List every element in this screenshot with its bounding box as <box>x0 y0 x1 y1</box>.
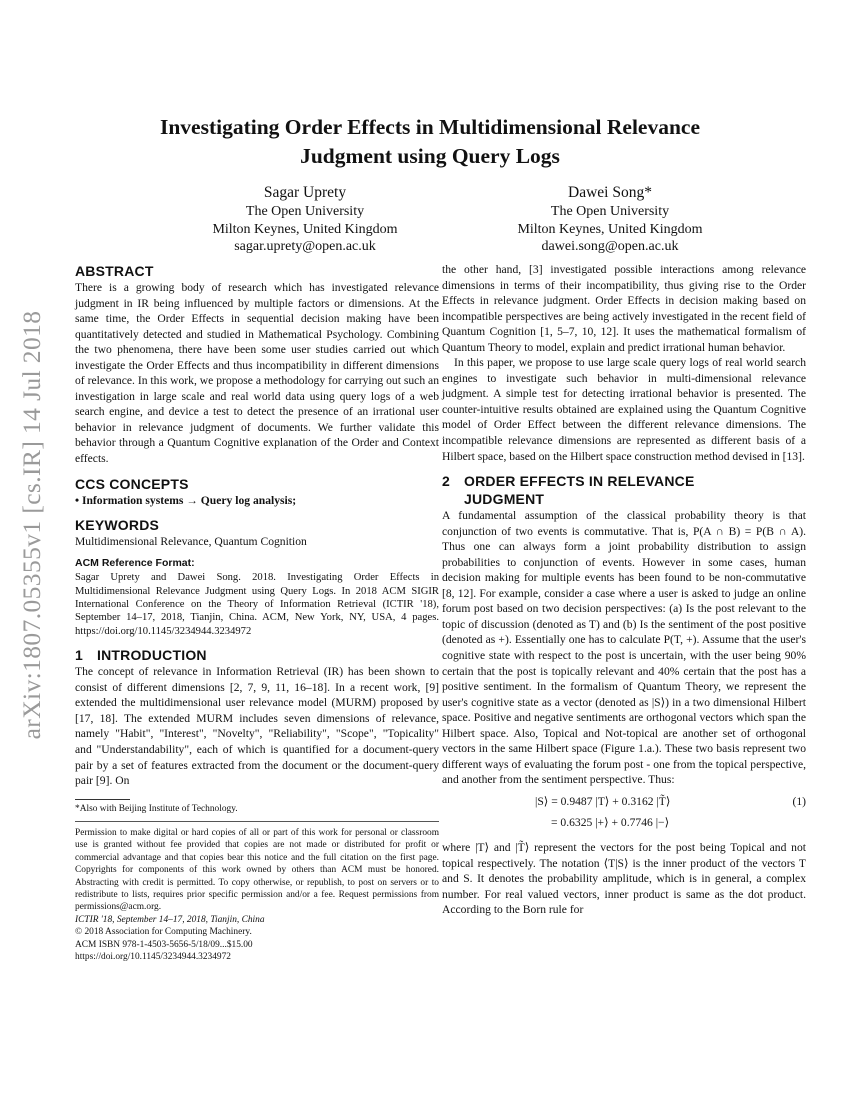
author-location: Milton Keynes, United Kingdom <box>517 221 703 237</box>
copyright-line: © 2018 Association for Computing Machinery. <box>75 927 252 938</box>
acm-ref-text: Sagar Uprety and Dawei Song. 2018. Investigating Order Effects in Multidimensional Relevance Judgment using Query Logs. In 2018 ACM SIGIR International Conference on the Theory of Information Retrieval (ICTIR '18), September 14–17, 2018, Tianjin, China. ACM, New York, NY, USA, 4 pages. https://doi.org/10.1145/3234944.3234972 <box>75 572 439 637</box>
section-number: 1 <box>75 647 83 664</box>
ccs-text: • Information systems → Query log analysis; <box>75 493 297 507</box>
author-name: Sagar Uprety <box>263 184 347 201</box>
equation-number: (1) <box>792 794 806 808</box>
ccs-heading: CCS CONCEPTS <box>75 475 189 492</box>
author-email: dawei.song@open.ac.uk <box>541 239 679 254</box>
section-2-heading-line-1: ORDER EFFECTS IN RELEVANCE <box>464 473 695 490</box>
section-2-paragraph-2: where |T⟩ and |T̃⟩ represent the vectors for the post being Topical and not topical respectively. The notation ⟨T|S⟩ is the inner product of the vectors T and S. It denotes the probability amplitude, which is in general, a complex number. For real valued vectors, inner product is same as the dot product. According to the Born rule for <box>442 840 806 917</box>
intro-text: The concept of relevance in Information Retrieval (IR) has been shown to consist of different dimensions [2, 7, 9, 11, 16–18]. In a recent work, [9] extended the multidimensional user relevance model (MURM) proposed by [17, 18]. The extended MURM includes seven dimensions of relevance, namely "Habit", "Interest", "Novelty", "Reliability", "Scope", "Topicality" and "Understandability", each of which is quantified for a document-query pair by a set of features extracted from the document or the document-query pair [9]. On <box>75 665 439 788</box>
keywords-heading: KEYWORDS <box>75 517 160 534</box>
intro-heading <box>75 646 439 664</box>
title-line-2: Judgment using Query Logs <box>300 144 560 168</box>
section-2-heading-line-2: JUDGMENT <box>464 491 545 508</box>
section-2-paragraph-1: A fundamental assumption of the classical probability theory is that conjunction of two events is commutative. That is, P(A ∩ B) = P(B ∩ A). Thus one can always form a joint probability distribution to assign probabilities to conjunction of events. However in some cases, human decision making for multiple events has been found to be non-commutative [8, 12]. For example, consider a case where a user is asked to judge an online forum post based on two decision perspectives: (a) Is the post relevant to the topic of discussion (denoted as T) and (b) Is the sentiment of the post positive (denoted as +). Essentially one has to calculate P(T, +). Assume that the user's cognitive state with respect to the post is uncertain, with the user being 90% certain that the post is topically relevant and 40% certain that the post has a positive sentiment. In the formalism of Quantum Theory, we represent the user's cognitive state as a vector (denoted as |S⟩) in a two dimensional Hilbert space. Positive and negative sentiments are orthogonal vectors which span the Hilbert space. Also, Topical and Not-topical are another set of orthogonal vectors in the same Hilbert space (Figure 1.a.). These two basis represent two different ways of evaluating the forum post - one from the topical perspective, and another from the sentiment perspective. Thus: <box>442 509 806 787</box>
intro-continued-text: the other hand, [3] investigated possible interactions among relevance dimensions in terms of their incompatibility, thus giving rise to the Order Effects in relevance judgment. Order Effects in decision making based on incompatible perspectives are being actively investigated in the recent field of Quantum Cognition [1, 5–7, 10, 12]. It uses the mathematical formalism of Quantum Theory to model, explain and predict irrational human behavior. <box>442 263 806 354</box>
section-number: 2 <box>442 473 450 490</box>
equation-line-1: |S⟩ = 0.9487 |T⟩ + 0.3162 |T̃⟩ <box>535 794 671 808</box>
right-column <box>442 262 806 918</box>
footnote: *Also with Beijing Institute of Technology. <box>75 803 238 814</box>
title-line-1: Investigating Order Effects in Multidimensional Relevance <box>159 115 701 139</box>
arxiv-stamp: arXiv:1807.05355v1 [cs.IR] 14 Jul 2018 <box>17 310 46 740</box>
paper-title <box>80 113 780 171</box>
equation-1 <box>442 792 806 832</box>
permission-rule <box>75 821 439 822</box>
author-email: sagar.uprety@open.ac.uk <box>234 239 376 254</box>
intro-paragraph-2: In this paper, we propose to use large scale query logs of real world search engines to investigate such behavior in multi-dimensional relevance judgment. A simple test for detecting irrational behavior is presented. The counter-intuitive results obtained are explained using the Quantum Cognitive model of Order Effect between the different relevance dimensions. The incompatible relevance dimensions are represented as different basis of a Hilbert space, based on the Hilbert space construction method devised in [13]. <box>442 356 806 463</box>
left-column <box>75 262 439 963</box>
abstract-text: There is a growing body of research which has investigated relevance judgment in IR being influenced by multiple factors or dimensions. At the same time, the Order Effects in sequential decision making have been quantitatively detected and studied in Mathematical Psychology. Combining the two phenomena, there have been some user studies carried out which investigate the Order Effects and thus incompatibility in different dimensions of relevance. In this work, we propose a methodology for carrying out such an investigation in large scale and real world data using query logs of a web search engine, and device a test to detect the presence of an irrational user behavior in relevance judgment of documents. We further validate this behavior through a Quantum Cognitive explanation of the Order and Context effects. <box>75 281 439 466</box>
author-location: Milton Keynes, United Kingdom <box>212 221 398 237</box>
abstract-heading: ABSTRACT <box>75 263 154 279</box>
doi-line: https://doi.org/10.1145/3234944.3234972 <box>75 952 231 963</box>
author-name: Dawei Song* <box>568 184 652 201</box>
author-block-1 <box>155 183 455 256</box>
author-affiliation: The Open University <box>245 204 365 219</box>
author-block-2 <box>460 183 760 256</box>
section-2-heading <box>442 472 806 508</box>
intro-heading-text: INTRODUCTION <box>97 647 207 664</box>
isbn-line: ACM ISBN 978-1-4503-5656-5/18/09...$15.00 <box>75 939 253 950</box>
keywords-text: Multidimensional Relevance, Quantum Cognition <box>75 535 307 549</box>
equation-line-2: = 0.6325 |+⟩ + 0.7746 |−⟩ <box>551 815 670 829</box>
conference-line: ICTIR '18, September 14–17, 2018, Tianjin, China <box>75 914 265 925</box>
footnote-rule <box>75 799 130 800</box>
author-affiliation: The Open University <box>550 204 670 219</box>
acm-ref-heading: ACM Reference Format: <box>75 556 195 569</box>
permission-text: Permission to make digital or hard copies of all or part of this work for personal or classroom use is granted without fee provided that copies are not made or distributed for profit or commercial advantage and that copies bear this notice and the full citation on the first page. Copyrights for components of this work owned by others than ACM must be honored. Abstracting with credit is permitted. To copy otherwise, or republish, to post on servers or to redistribute to lists, requires prior specific permission and/or a fee. Request permissions from permissions@acm.org. <box>75 828 439 913</box>
